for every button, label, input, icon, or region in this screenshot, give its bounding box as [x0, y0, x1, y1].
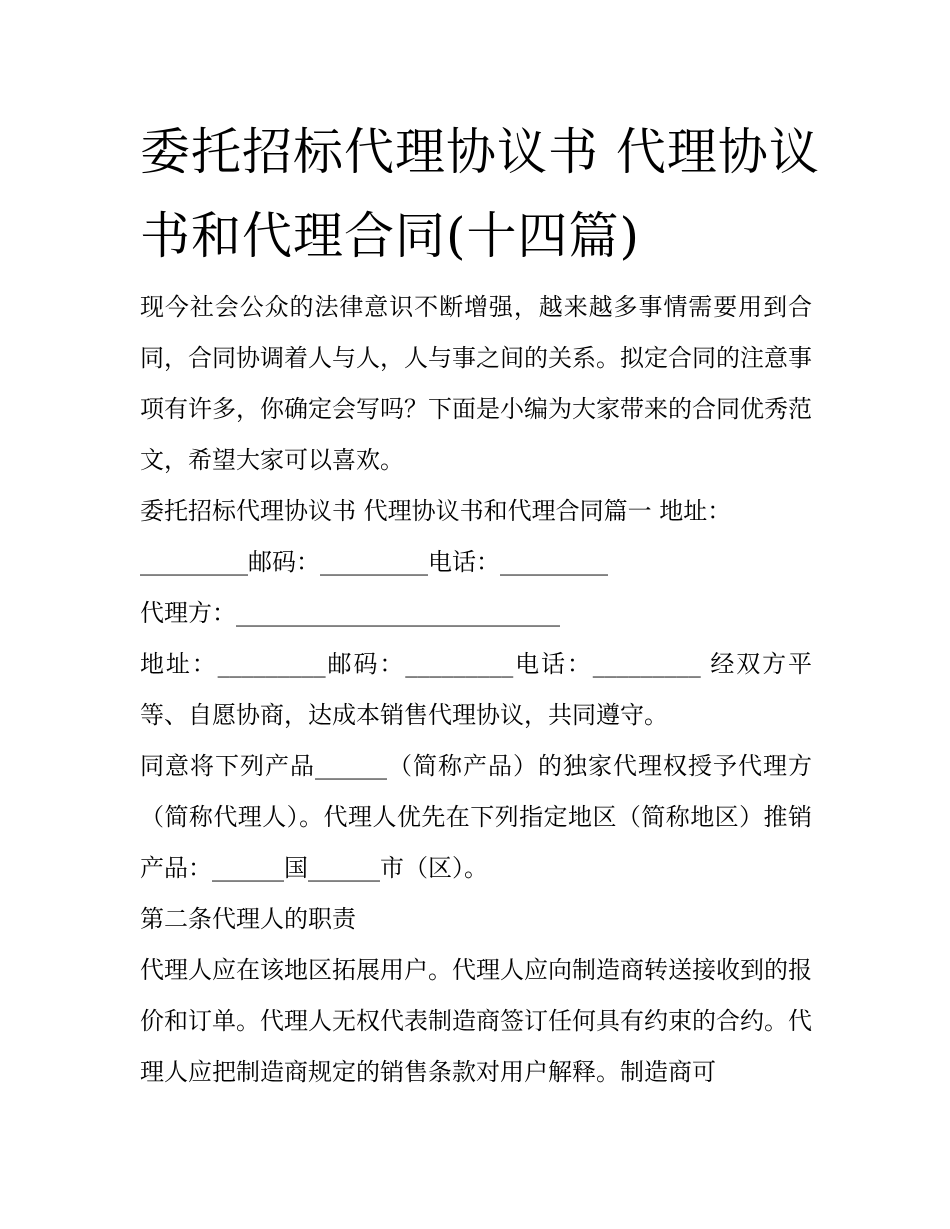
agent-duties-paragraph: 代理人应在该地区拓展用户。代理人应向制造商转送接收到的报价和订单。代理人无权代表制造商签订任何具有约束的合约。代理人应把制造商规定的销售条款对用户解释。制造商可	[140, 956, 812, 1086]
document-body	[140, 282, 812, 1098]
intro-paragraph: 现今社会公众的法律意识不断增强，越来越多事情需要用到合同，合同协调着人与人，人与事之间的关系。拟定合同的注意事项有许多，你确定会写吗？下面是小编为大家带来的合同优秀范文，希望大家可以喜欢。	[140, 293, 812, 474]
document-title: 委托招标代理协议书 代理协议书和代理合同(十四篇)	[140, 123, 820, 265]
agent-party-line: 代理方：___________________________	[140, 599, 560, 627]
agent-address-paragraph: 地址：_________邮码：_________电话：_________ 经双方平等、自愿协商，达成本销售代理协议，共同遵守。	[140, 650, 812, 729]
address-blank-line: _________邮码：_________电话：_________	[140, 548, 608, 576]
section-heading-paragraph: 委托招标代理协议书 代理协议书和代理合同篇一 地址：	[140, 497, 732, 525]
article-two-heading: 第二条代理人的职责	[140, 905, 356, 933]
product-grant-paragraph: 同意将下列产品______（简称产品）的独家代理权授予代理方（简称代理人）。代理人优先在下列指定地区（简称地区）推销产品：______国______市（区）。	[140, 752, 812, 882]
